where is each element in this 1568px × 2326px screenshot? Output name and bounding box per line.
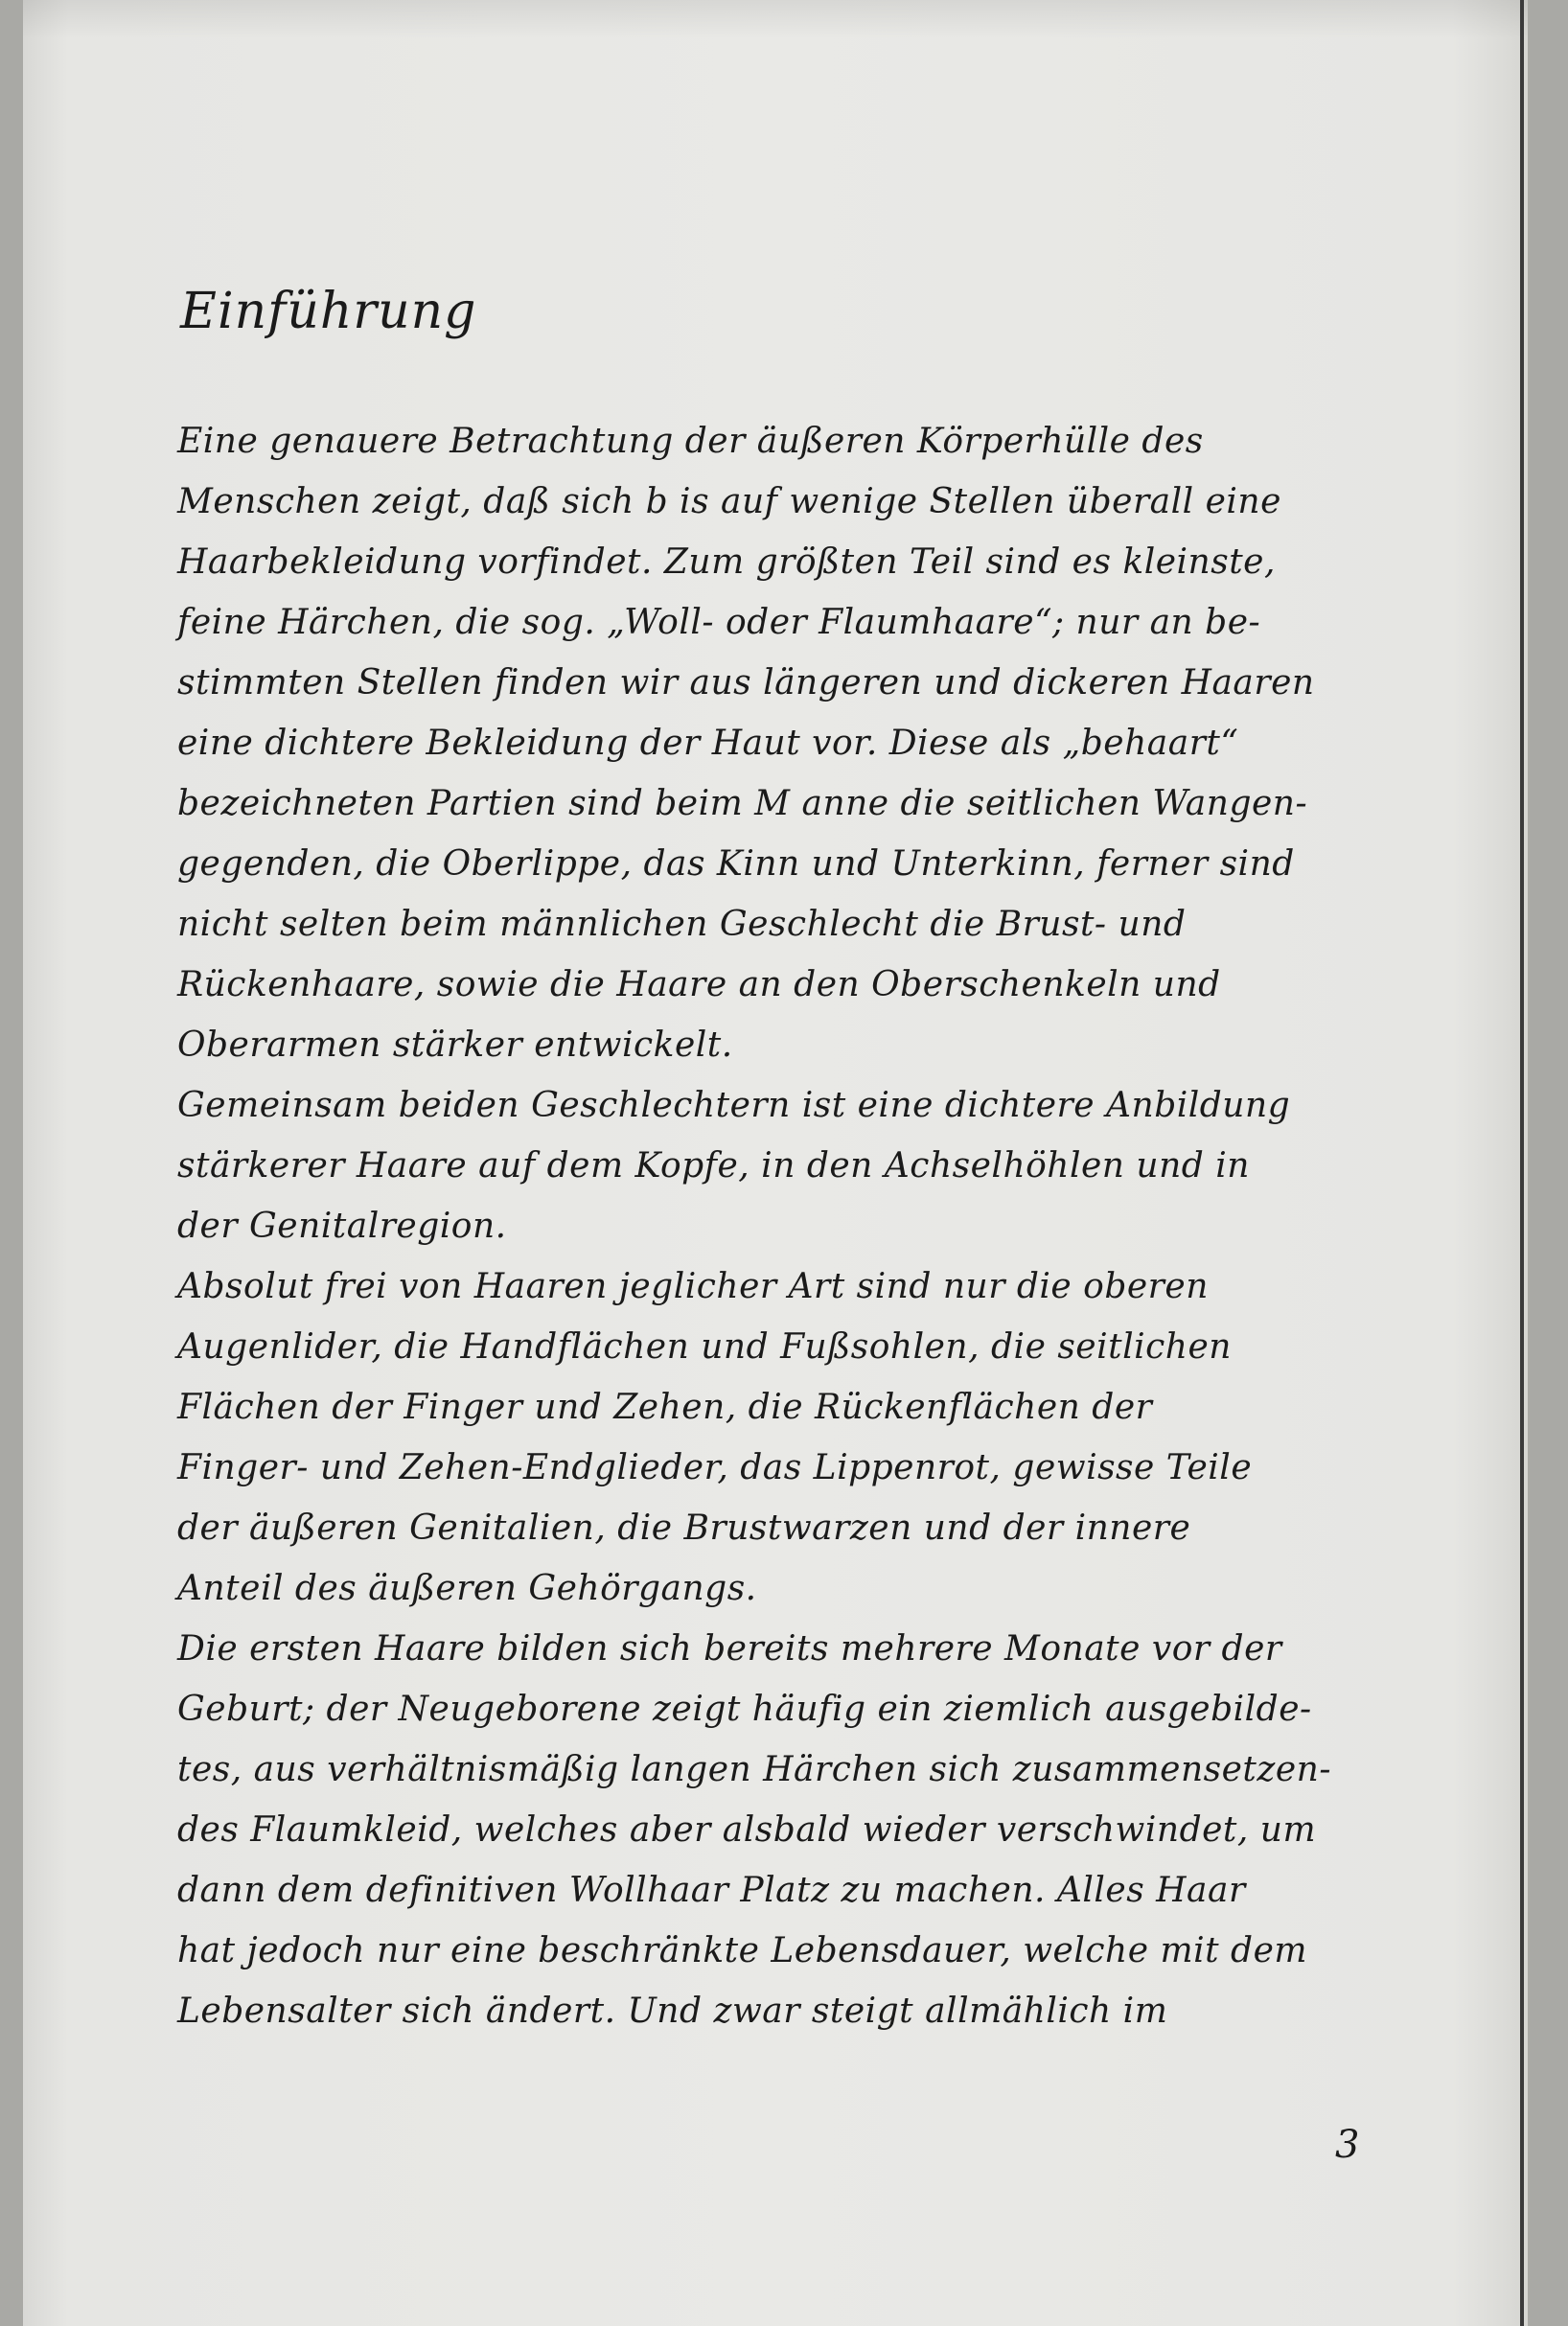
text-line: der äußeren Genitalien, die Brustwarzen und der innere — [177, 1508, 1191, 1548]
text-line: Haarbekleidung vorfindet. Zum größten Teil sind es kleinste, — [177, 542, 1276, 582]
text-line: bezeichneten Partien sind beim M anne die seitlichen Wangen- — [177, 784, 1308, 823]
text-line: Oberarmen stärker entwickelt. — [177, 1025, 733, 1065]
text-line: Finger- und Zehen-Endglieder, das Lippenrot, gewisse Teile — [177, 1448, 1253, 1487]
text-line: stimmten Stellen finden wir aus längeren und dickeren Haaren — [177, 663, 1315, 702]
text-line: Augenlider, die Handflächen und Fußsohlen, die seitlichen — [177, 1327, 1232, 1367]
page-shadow — [23, 0, 1528, 38]
text-line: stärkerer Haare auf dem Kopfe, in den Achselhöhlen und in — [177, 1146, 1250, 1186]
text-line: Gemeinsam beiden Geschlechtern ist eine dichtere Anbildung — [177, 1086, 1291, 1125]
text-line: feine Härchen, die sog. „Woll- oder Flaumhaare“; nur an be- — [177, 603, 1261, 642]
text-line: Anteil des äußeren Gehörgangs. — [177, 1569, 757, 1608]
text-line: Geburt; der Neugeborene zeigt häufig ein ziemlich ausgebilde- — [177, 1690, 1312, 1729]
text-line: Eine genauere Betrachtung der äußeren Körperhülle des — [177, 422, 1204, 461]
text-line: hat jedoch nur eine beschränkte Lebensdauer, welche mit dem — [177, 1931, 1308, 1970]
text-line: Rückenhaare, sowie die Haare an den Oberschenkeln und — [177, 965, 1221, 1004]
page-heading: Einführung — [180, 283, 477, 340]
text-line: Lebensalter sich ändert. Und zwar steigt allmählich im — [177, 1992, 1168, 2031]
text-line: Die ersten Haare bilden sich bereits mehrere Monate vor der — [177, 1629, 1282, 1669]
text-line: der Genitalregion. — [177, 1207, 507, 1246]
page-number: 3 — [1335, 2123, 1360, 2167]
text-line: eine dichtere Bekleidung der Haut vor. Diese als „behaart“ — [177, 724, 1239, 763]
text-line: nicht selten beim männlichen Geschlecht die Brust- und — [177, 905, 1187, 944]
text-line: Absolut frei von Haaren jeglicher Art sind nur die oberen — [177, 1267, 1209, 1306]
text-line: tes, aus verhältnismäßig langen Härchen sich zusammensetzen- — [177, 1750, 1331, 1789]
text-line: des Flaumkleid, welches aber alsbald wieder verschwindet, um — [177, 1810, 1317, 1850]
text-line: Menschen zeigt, daß sich b is auf wenige Stellen überall eine — [177, 482, 1281, 521]
text-line: dann dem definitiven Wollhaar Platz zu machen. Alles Haar — [177, 1871, 1246, 1910]
text-line: Flächen der Finger und Zehen, die Rückenflächen der — [177, 1388, 1153, 1427]
text-line: gegenden, die Oberlippe, das Kinn und Unterkinn, ferner sind — [177, 844, 1295, 884]
page-edge — [1520, 0, 1524, 2326]
